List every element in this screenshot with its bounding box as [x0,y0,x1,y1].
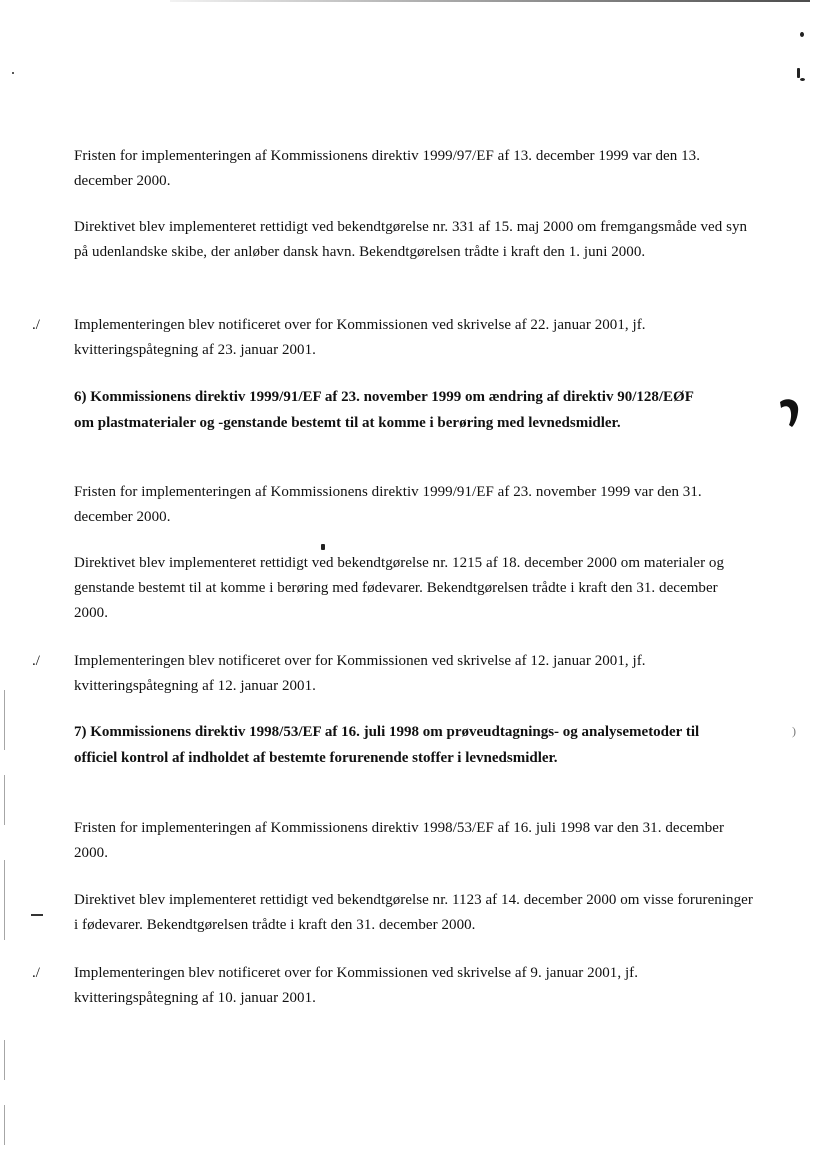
paragraph: Direktivet blev implementeret rettidigt ved bekendtgørelse nr. 1215 af 18. december 2000 om materialer og genstande bestemt til at komme i berøring med fødevarer. Bekendtgørelsen trådte i kraft den 31. december 2000. [74,555,725,621]
paragraph: Direktivet blev implementeret rettidigt ved bekendtgørelse nr. 331 af 15. maj 2000 om fremgangsmåde ved syn på udenlandske skibe, der anløber dansk havn. Bekendtgørelsen trådte i kraft den 1. juni 2000. [74,219,748,260]
scan-edge-line [4,1105,5,1145]
margin-dash-mark [31,914,43,916]
scan-speck [797,68,800,78]
scan-speck [800,78,805,81]
scan-speck [800,32,804,37]
paragraph: Implementeringen blev notificeret over for Kommissionen ved skrivelse af 9. januar 2001, jf. kvitteringspåtegning af 10. januar 2001. [74,965,639,1006]
section-heading: 6) Kommissionens direktiv 1999/91/EF af 23. november 1999 om ændring af direktiv 90/128/EØF om plastmaterialer og -genstande bestemt til at komme i berøring med levnedsmidler. [74,389,694,431]
scan-edge-line [170,0,810,2]
paragraph: Direktivet blev implementeret rettidigt ved bekendtgørelse nr. 1123 af 14. december 2000 om visse forureninger i fødevarer. Bekendtgørelsen trådte i kraft den 31. december 2000. [74,892,753,933]
margin-annotation: ./ [32,653,40,669]
scan-bracket-mark: ) [792,724,796,738]
scan-edge-line [4,775,5,825]
scan-edge-line [4,690,5,750]
punch-hole-mark [776,396,802,428]
section-heading: 7) Kommissionens direktiv 1998/53/EF af 16. juli 1998 om prøveudtagnings- og analysemetoder til officiel kontrol af indholdet af bestemte forurenende stoffer i levnedsmidler. [74,724,700,766]
margin-annotation: ./ [32,965,40,981]
paragraph: Fristen for implementeringen af Kommissionens direktiv 1999/97/EF af 13. december 1999 var den 13. december 2000. [74,148,701,189]
scan-edge-line [4,860,5,940]
paragraph: Implementeringen blev notificeret over for Kommissionen ved skrivelse af 22. januar 2001, jf. kvitteringspåtegning af 23. januar 2001. [74,317,646,358]
paragraph: Implementeringen blev notificeret over for Kommissionen ved skrivelse af 12. januar 2001, jf. kvitteringspåtegning af 12. januar 2001. [74,653,646,694]
scan-speck [321,544,325,550]
margin-annotation: ./ [32,317,40,333]
scan-speck [12,72,14,74]
scan-edge-line [4,1040,5,1080]
paragraph: Fristen for implementeringen af Kommissionens direktiv 1999/91/EF af 23. november 1999 var den 31. december 2000. [74,484,702,525]
paragraph: Fristen for implementeringen af Kommissionens direktiv 1998/53/EF af 16. juli 1998 var den 31. december 2000. [74,820,725,861]
